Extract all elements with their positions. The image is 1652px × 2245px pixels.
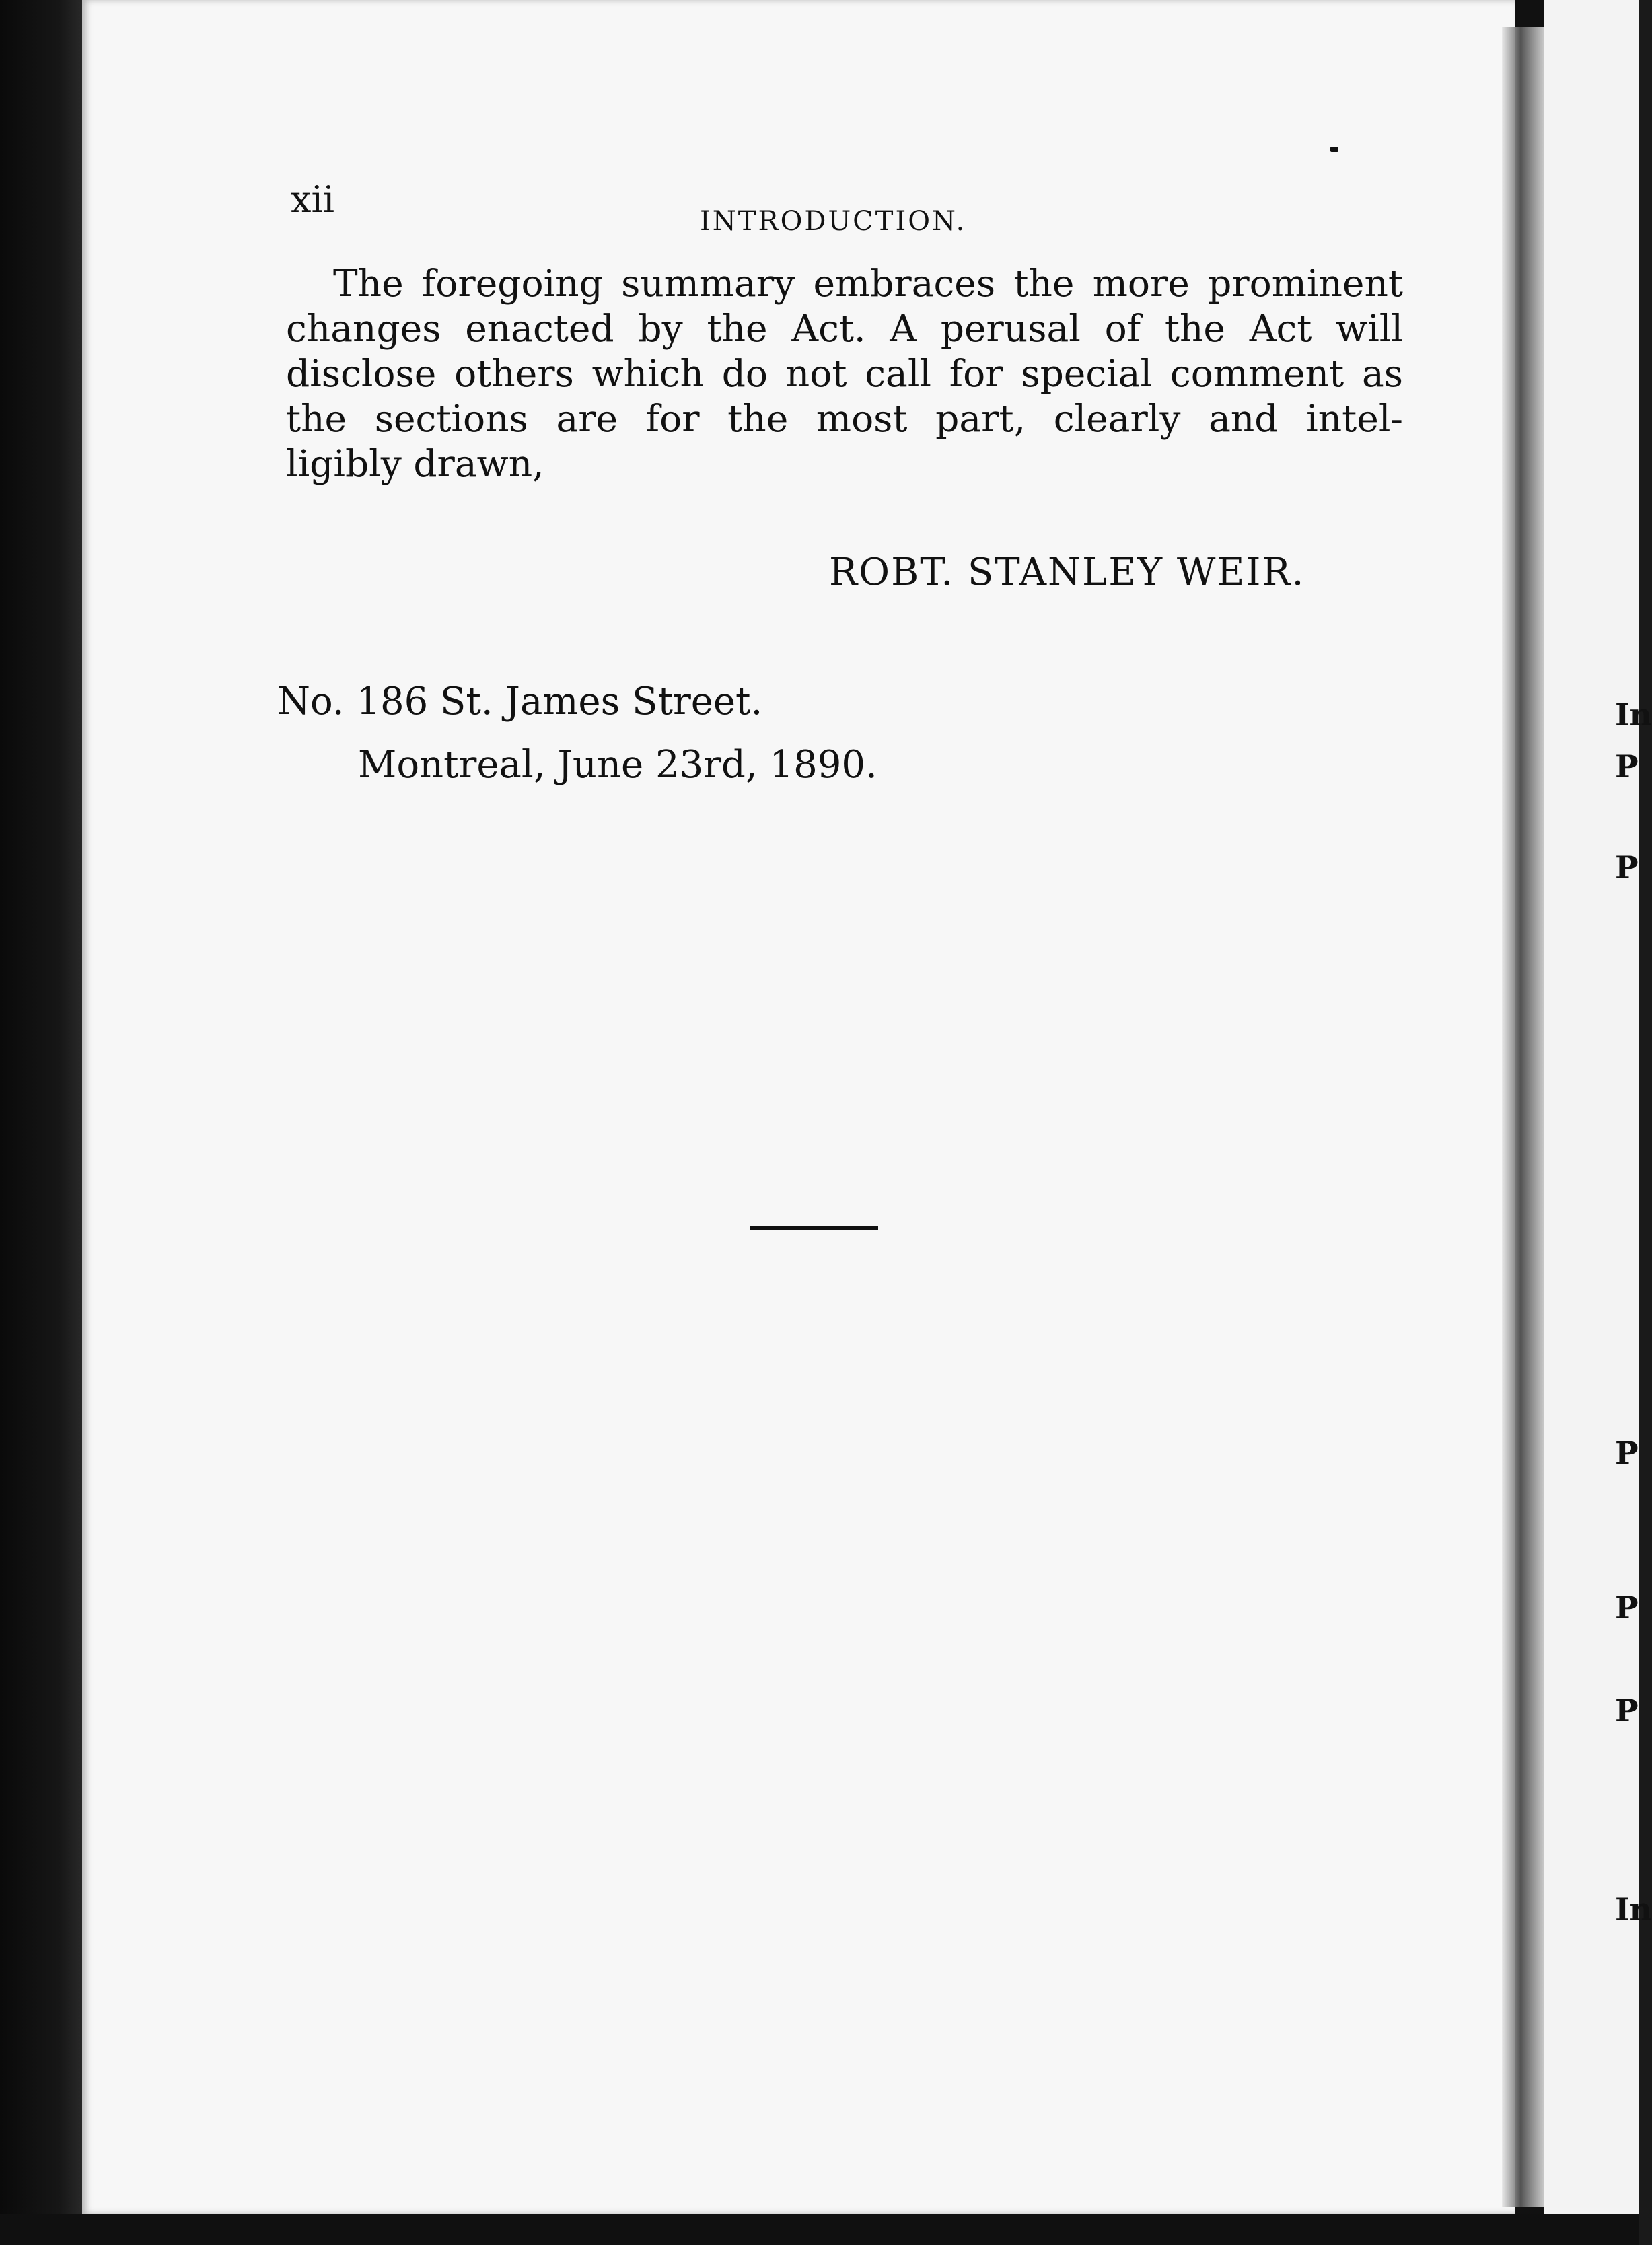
- paragraph-line: changes enacted by the Act. A perusal of the Act will: [286, 307, 1403, 350]
- paragraph-line: ligibly drawn,: [286, 442, 544, 485]
- address-line-date: Montreal, June 23rd, 1890.: [358, 743, 877, 787]
- facing-page-letter: In: [1615, 1891, 1652, 1927]
- facing-page-letter: P: [1615, 748, 1639, 785]
- paragraph-line: disclose others which do not call for special comment as: [286, 352, 1403, 395]
- section-rule: [750, 1226, 878, 1230]
- book-gutter: [1502, 27, 1544, 2207]
- facing-page-letter: P: [1615, 1692, 1639, 1729]
- facing-page-letter: P: [1615, 1435, 1639, 1471]
- ink-speck: [1330, 147, 1338, 152]
- book-edge-shadow: [0, 0, 84, 2245]
- facing-page-letter: P: [1615, 849, 1639, 886]
- body-paragraph: [286, 261, 1403, 487]
- author-signature: ROBT. STANLEY WEIR.: [829, 550, 1305, 594]
- scan-bottom-edge: [0, 2214, 1639, 2245]
- address-line-street: No. 186 St. James Street.: [277, 680, 763, 723]
- facing-page-letter: P: [1615, 1590, 1639, 1626]
- facing-page-letter: In: [1615, 697, 1652, 733]
- page-number: xii: [291, 178, 334, 221]
- paragraph-line: The foregoing summary embraces the more prominent: [333, 262, 1403, 305]
- running-title: INTRODUCTION.: [700, 206, 967, 237]
- paragraph-line: the sections are for the most part, clearly and intel-: [286, 397, 1403, 440]
